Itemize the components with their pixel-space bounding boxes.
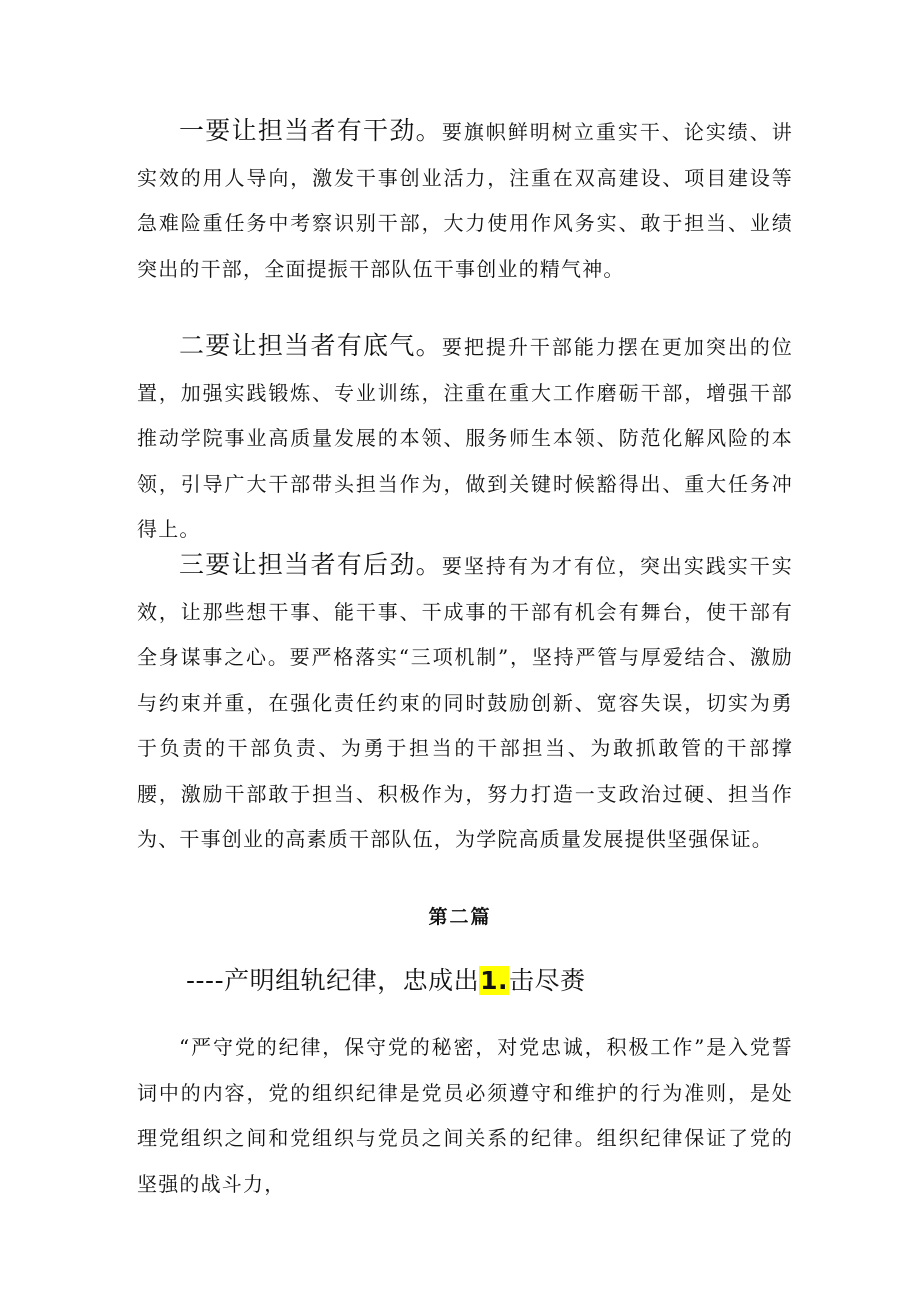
paragraph-4: “严守党的纪律，保守党的秘密，对党忠诚，积极工作”是入党誓词中的内容，党的组织纪律是党员必须遵守和维护的行为准则，是处理党组织之间和党组织与党员之间关系的纪律。组织纪律保证了党的坚强的战斗力， bbox=[137, 1035, 793, 1196]
subtitle-highlight: 1. bbox=[480, 966, 508, 995]
paragraph-3-body: 要坚持有为才有位，突出实践实干实效，让那些想干事、能干事、干成事的干部有机会有舞台，使干部有全身谋事之心。要严格落实“三项机制”，坚持严管与厚爱结合、激励与约束并重，在强化责任约束的同时鼓励创新、宽容失误，切实为勇于负责的干部负责、为勇于担当的干部担当、为敢抓敢管的干部撑腰，激励干部敢于担当、积极作为，努力打造一支政治过硬、担当作为、干事创业的高素质干部队伍，为学院高质量发展提供坚强保证。 bbox=[137, 554, 793, 851]
section-subtitle bbox=[186, 961, 586, 997]
paragraph-2-body: 要把提升干部能力摆在更加突出的位置，加强实践锻炼、专业训练，注重在重大工作磨砺干部，增强干部推动学院事业高质量发展的本领、服务师生本领、防范化解风险的本领，引导广大干部带头担当作为，做到关键时候豁得出、重大任务冲得上。 bbox=[137, 335, 793, 541]
paragraph-2 bbox=[137, 323, 793, 553]
paragraph-1-lead: 一要让担当者有干劲。 bbox=[179, 116, 442, 145]
paragraph-1 bbox=[137, 108, 793, 292]
subtitle-suffix: 击尽赉 bbox=[509, 966, 586, 995]
paragraph-1-body: 要旗帜鲜明树立重实干、论实绩、讲实效的用人导向，激发干事创业活力，注重在双高建设、项目建设等急难险重任务中考察识别干部，大力使用作风务实、敢于担当、业绩突出的干部，全面提振干部队伍干事创业的精气神。 bbox=[137, 120, 793, 281]
subtitle-prefix: ----产明组轨纪律，忠成出 bbox=[186, 966, 480, 995]
paragraph-2-lead: 二要让担当者有底气。 bbox=[179, 331, 442, 360]
section-heading: 第二篇 bbox=[428, 906, 492, 928]
paragraph-3 bbox=[137, 542, 793, 863]
paragraph-3-lead: 三要让担当者有后劲。 bbox=[179, 550, 442, 579]
